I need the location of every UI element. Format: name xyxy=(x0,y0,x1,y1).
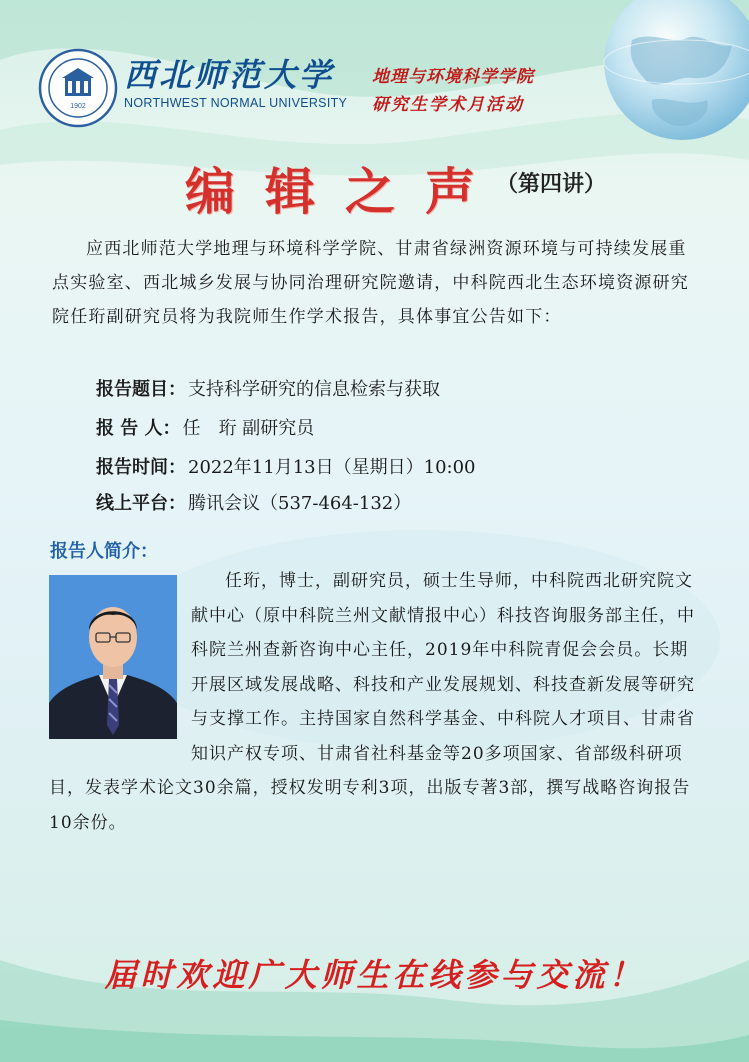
college-name: 地理与环境科学学院 xyxy=(372,67,534,87)
time-label: 报告时间： xyxy=(96,457,186,478)
university-name-cn: 西北师范大学 xyxy=(124,56,335,94)
university-seal-icon xyxy=(38,48,118,128)
speaker-value: 任 珩 副研究员 xyxy=(182,418,315,439)
info-time-row xyxy=(96,451,476,485)
seal-year: 1902 xyxy=(70,103,86,110)
lecture-number: （第四讲） xyxy=(496,171,607,197)
time-value: 2022年11月13日（星期日）10:00 xyxy=(188,457,476,478)
bio-heading: 报告人简介： xyxy=(50,541,158,562)
closing-slogan: 届时欢迎广大师生在线参与交流！ xyxy=(104,956,645,994)
activity-name: 研究生学术月活动 xyxy=(372,95,524,115)
page-title: 编辑之声 xyxy=(185,162,505,221)
info-topic-row xyxy=(96,373,440,407)
speaker-portrait-icon xyxy=(49,575,177,739)
info-speaker-row xyxy=(96,412,314,446)
speaker-label: 报 告 人： xyxy=(96,418,181,439)
platform-value: 腾讯会议（537-464-132） xyxy=(188,493,412,514)
topic-label: 报告题目： xyxy=(96,379,186,400)
university-name-en: NORTHWEST NORMAL UNIVERSITY xyxy=(124,96,348,110)
topic-value: 支持科学研究的信息检索与获取 xyxy=(188,379,440,400)
intro-paragraph: 应西北师范大学地理与环境科学学院、甘肃省绿洲资源环境与可持续发展重点实验室、西北城乡发展与协同治理研究院邀请，中科院西北生态环境资源研究院任珩副研究员将为我院师生作学术报告，具体事宜公告如下： xyxy=(52,239,689,327)
globe-icon xyxy=(592,0,749,160)
platform-label: 线上平台： xyxy=(96,493,186,514)
info-platform-row xyxy=(96,487,411,521)
speaker-photo xyxy=(49,575,177,739)
bio-text: 任珩，博士，副研究员，硕士生导师，中科院西北研究院文献中心（原中科院兰州文献情报中心）科技咨询服务部主任，中科院兰州查新咨询中心主任，2019年中科院青促会会员。长期开展区域发展战略、科技和产业发展规划、科技查新发展等研究与支撑工作。主持国家自然科学基金、中科院人才项目、甘肃省知识产权专项、甘肃省社科基金等20多项国家、省部级科研项目，发表学术论文30余篇，授权发明专利3项，出版专著3部，撰写战略咨询报告10余份。 xyxy=(49,571,695,833)
